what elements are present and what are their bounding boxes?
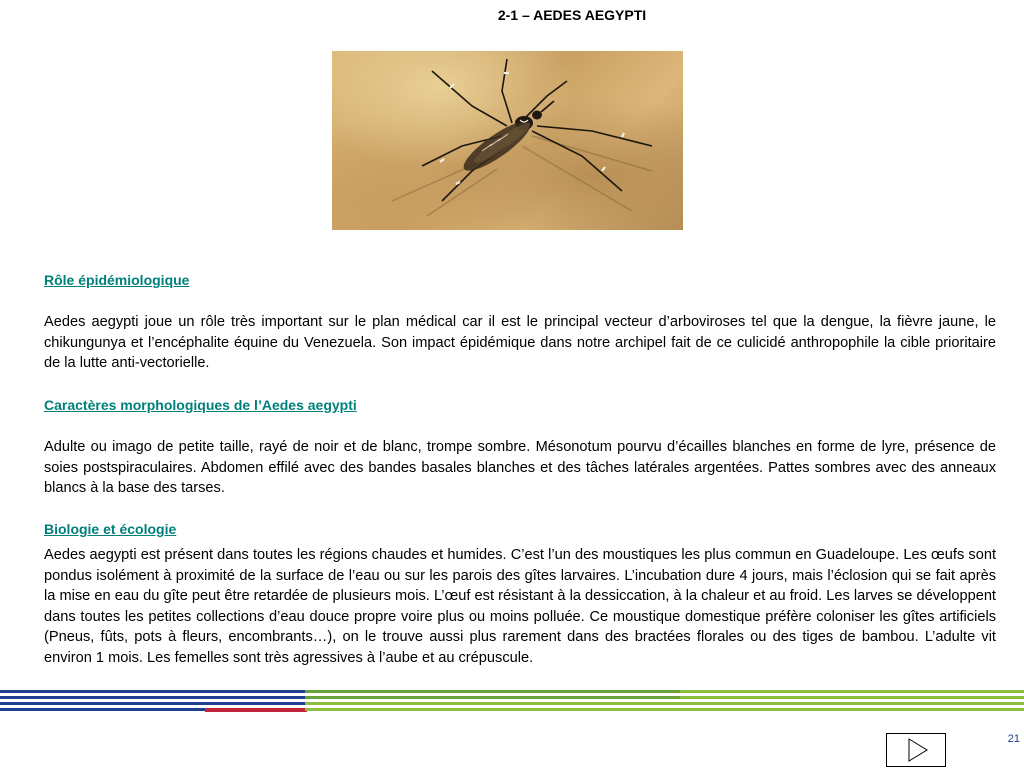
heading-caracteres-morphologiques: Caractères morphologiques de l’Aedes aegypti bbox=[44, 397, 357, 413]
next-slide-button[interactable] bbox=[886, 733, 946, 767]
page-title: 2-1 – AEDES AEGYPTI bbox=[497, 7, 647, 23]
paragraph-caracteres-morphologiques: Adulte ou imago de petite taille, rayé de noir et de blanc, trompe sombre. Mésonotum pourvu d’écailles blanches en forme de lyre, présence de soies postspiraculaires. Abdomen effilé avec des bandes basales blanches et des tâches latérales argentées. Pattes sombres avec des anneaux blancs à la base des tarses. bbox=[44, 439, 996, 496]
paragraph-biologie-ecologie: Aedes aegypti est présent dans toutes les régions chaudes et humides. C’est l’un des moustiques les plus commun en Guadeloupe. Les œufs sont pondus isolément à proximité de la surface de l’eau ou sur les parois des gîtes larvaires. L’incubation dure 4 jours, mais l’éclosion qui se fait après la mise en eau du gîte peut être retardée de plusieurs mois. L’œuf est résistant à la dessiccation, à la chaleur et au froid. Les larves se développent dans toutes les petites collections d’eau douce propre voire plus ou moins polluée. Ce moustique domestique préfère coloniser les gîtes artificiels (Pneus, fûts, pots à fleurs, encombrants…), on le trouve aussi plus rarement dans des bractées florales ou des tiges de bambou. L’adulte vit environ 1 mois. Les femelles sont très agressives à l’aube et au crépuscule. bbox=[44, 547, 996, 666]
heading-role-epidemiologique: Rôle épidémiologique bbox=[44, 272, 190, 288]
paragraph-role-epidemiologique: Aedes aegypti joue un rôle très important sur le plan médical car il est le principal vecteur d’arboviroses tel que la dengue, la fièvre jaune, le chikungunya et l’encéphalite équine du Venezuela. Son impact épidémique dans notre archipel fait de ce culicidé anthropophile la cible prioritaire de la lutte anti-vectorielle. bbox=[44, 314, 996, 371]
mosquito-photo bbox=[332, 51, 683, 230]
mosquito-illustration bbox=[332, 51, 683, 230]
play-triangle-icon bbox=[887, 734, 945, 766]
footer-decorative-bars bbox=[0, 688, 1024, 718]
heading-biologie-ecologie: Biologie et écologie bbox=[44, 521, 177, 537]
page-number: 21 bbox=[1007, 733, 1020, 745]
